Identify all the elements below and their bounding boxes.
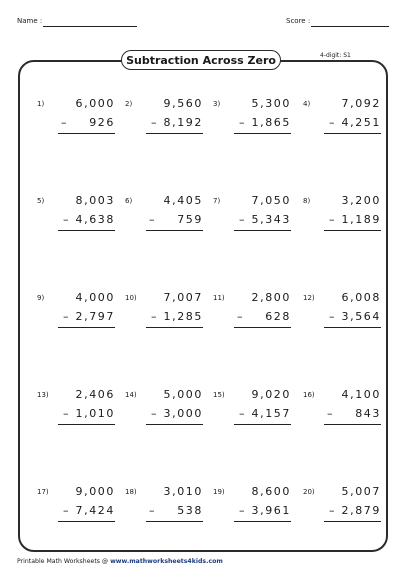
answer-line [324, 424, 381, 425]
minuend: 5,007 [341, 485, 381, 498]
minuend: 6,000 [75, 97, 115, 110]
minus-sign: – [151, 310, 157, 323]
problem [303, 191, 387, 231]
answer-line [58, 230, 115, 231]
problem-number: 1) [37, 100, 45, 108]
subtrahend: 4,157 [251, 407, 291, 420]
subtrahend: 2,879 [341, 504, 381, 517]
problem [37, 385, 121, 425]
answer-line [58, 133, 115, 134]
minus-sign: – [239, 407, 245, 420]
answer-line [324, 230, 381, 231]
minus-sign: – [329, 213, 335, 226]
answer-line [58, 327, 115, 328]
subtrahend: 843 [355, 407, 381, 420]
score-label: Score : [286, 17, 311, 25]
minus-sign: – [149, 504, 155, 517]
minuend: 4,100 [341, 388, 381, 401]
name-line [43, 26, 137, 27]
subtrahend: 628 [265, 310, 291, 323]
minus-sign: – [237, 310, 243, 323]
minuend: 8,600 [251, 485, 291, 498]
answer-line [146, 327, 203, 328]
problem [125, 191, 209, 231]
minuend: 7,007 [163, 291, 203, 304]
problem [37, 94, 121, 134]
minus-sign: – [151, 407, 157, 420]
problem-number: 5) [37, 197, 45, 205]
problem [213, 191, 297, 231]
problem [303, 288, 387, 328]
minus-sign: – [329, 310, 335, 323]
subtrahend: 1,285 [163, 310, 203, 323]
problem-number: 13) [37, 391, 49, 399]
problem-number: 15) [213, 391, 225, 399]
minus-sign: – [327, 407, 333, 420]
answer-line [234, 230, 291, 231]
footer-prefix: Printable Math Worksheets @ [17, 558, 109, 565]
problem-number: 14) [125, 391, 137, 399]
answer-line [58, 521, 115, 522]
problem [125, 288, 209, 328]
answer-line [146, 133, 203, 134]
problem-number: 8) [303, 197, 311, 205]
problem-number: 7) [213, 197, 221, 205]
minuend: 5,000 [163, 388, 203, 401]
subtrahend: 5,343 [251, 213, 291, 226]
subtrahend: 4,251 [341, 116, 381, 129]
score-line [311, 26, 389, 27]
minus-sign: – [149, 213, 155, 226]
subtrahend: 1,189 [341, 213, 381, 226]
subtrahend: 3,000 [163, 407, 203, 420]
subtrahend: 2,797 [75, 310, 115, 323]
answer-line [234, 133, 291, 134]
subtrahend: 8,192 [163, 116, 203, 129]
worksheet-code: 4-digit: S1 [320, 52, 351, 59]
problem-number: 10) [125, 294, 137, 302]
problem [303, 482, 387, 522]
minuend: 3,200 [341, 194, 381, 207]
subtrahend: 3,961 [251, 504, 291, 517]
subtrahend: 1,865 [251, 116, 291, 129]
answer-line [146, 424, 203, 425]
minuend: 4,405 [163, 194, 203, 207]
minus-sign: – [63, 504, 69, 517]
problem [303, 385, 387, 425]
footer [17, 558, 223, 565]
problem-number: 18) [125, 488, 137, 496]
minuend: 9,020 [251, 388, 291, 401]
subtrahend: 3,564 [341, 310, 381, 323]
minuend: 3,010 [163, 485, 203, 498]
problem [125, 385, 209, 425]
problem [213, 385, 297, 425]
minuend: 4,000 [75, 291, 115, 304]
problem-number: 19) [213, 488, 225, 496]
problem [125, 94, 209, 134]
minuend: 7,092 [341, 97, 381, 110]
problem-number: 3) [213, 100, 221, 108]
problem [125, 482, 209, 522]
minuend: 7,050 [251, 194, 291, 207]
answer-line [234, 424, 291, 425]
answer-line [146, 230, 203, 231]
minuend: 9,000 [75, 485, 115, 498]
minus-sign: – [239, 213, 245, 226]
minuend: 2,800 [251, 291, 291, 304]
minuend: 9,560 [163, 97, 203, 110]
minus-sign: – [329, 116, 335, 129]
subtrahend: 538 [177, 504, 203, 517]
answer-line [324, 327, 381, 328]
subtrahend: 7,424 [75, 504, 115, 517]
problem [213, 94, 297, 134]
problem [213, 482, 297, 522]
problem [213, 288, 297, 328]
problem-number: 16) [303, 391, 315, 399]
problem-number: 4) [303, 100, 311, 108]
answer-line [146, 521, 203, 522]
problem [37, 482, 121, 522]
subtrahend: 1,010 [75, 407, 115, 420]
minus-sign: – [151, 116, 157, 129]
problem-number: 11) [213, 294, 225, 302]
problem-number: 2) [125, 100, 133, 108]
subtrahend: 926 [89, 116, 115, 129]
problem-number: 17) [37, 488, 49, 496]
problem-number: 6) [125, 197, 133, 205]
problem-number: 12) [303, 294, 315, 302]
minus-sign: – [329, 504, 335, 517]
minuend: 5,300 [251, 97, 291, 110]
minus-sign: – [63, 310, 69, 323]
problem [37, 288, 121, 328]
problem [303, 94, 387, 134]
answer-line [234, 327, 291, 328]
worksheet-title: Subtraction Across Zero [121, 50, 281, 70]
minuend: 8,003 [75, 194, 115, 207]
problem [37, 191, 121, 231]
minus-sign: – [63, 407, 69, 420]
minus-sign: – [239, 504, 245, 517]
footer-site-link[interactable]: www.mathworksheets4kids.com [110, 558, 223, 565]
problem-number: 9) [37, 294, 45, 302]
minus-sign: – [63, 213, 69, 226]
answer-line [324, 521, 381, 522]
minus-sign: – [61, 116, 67, 129]
subtrahend: 4,638 [75, 213, 115, 226]
minus-sign: – [239, 116, 245, 129]
name-label: Name : [17, 17, 43, 25]
subtrahend: 759 [177, 213, 203, 226]
minuend: 2,406 [75, 388, 115, 401]
answer-line [324, 133, 381, 134]
minuend: 6,008 [341, 291, 381, 304]
problem-number: 20) [303, 488, 315, 496]
answer-line [58, 424, 115, 425]
answer-line [234, 521, 291, 522]
